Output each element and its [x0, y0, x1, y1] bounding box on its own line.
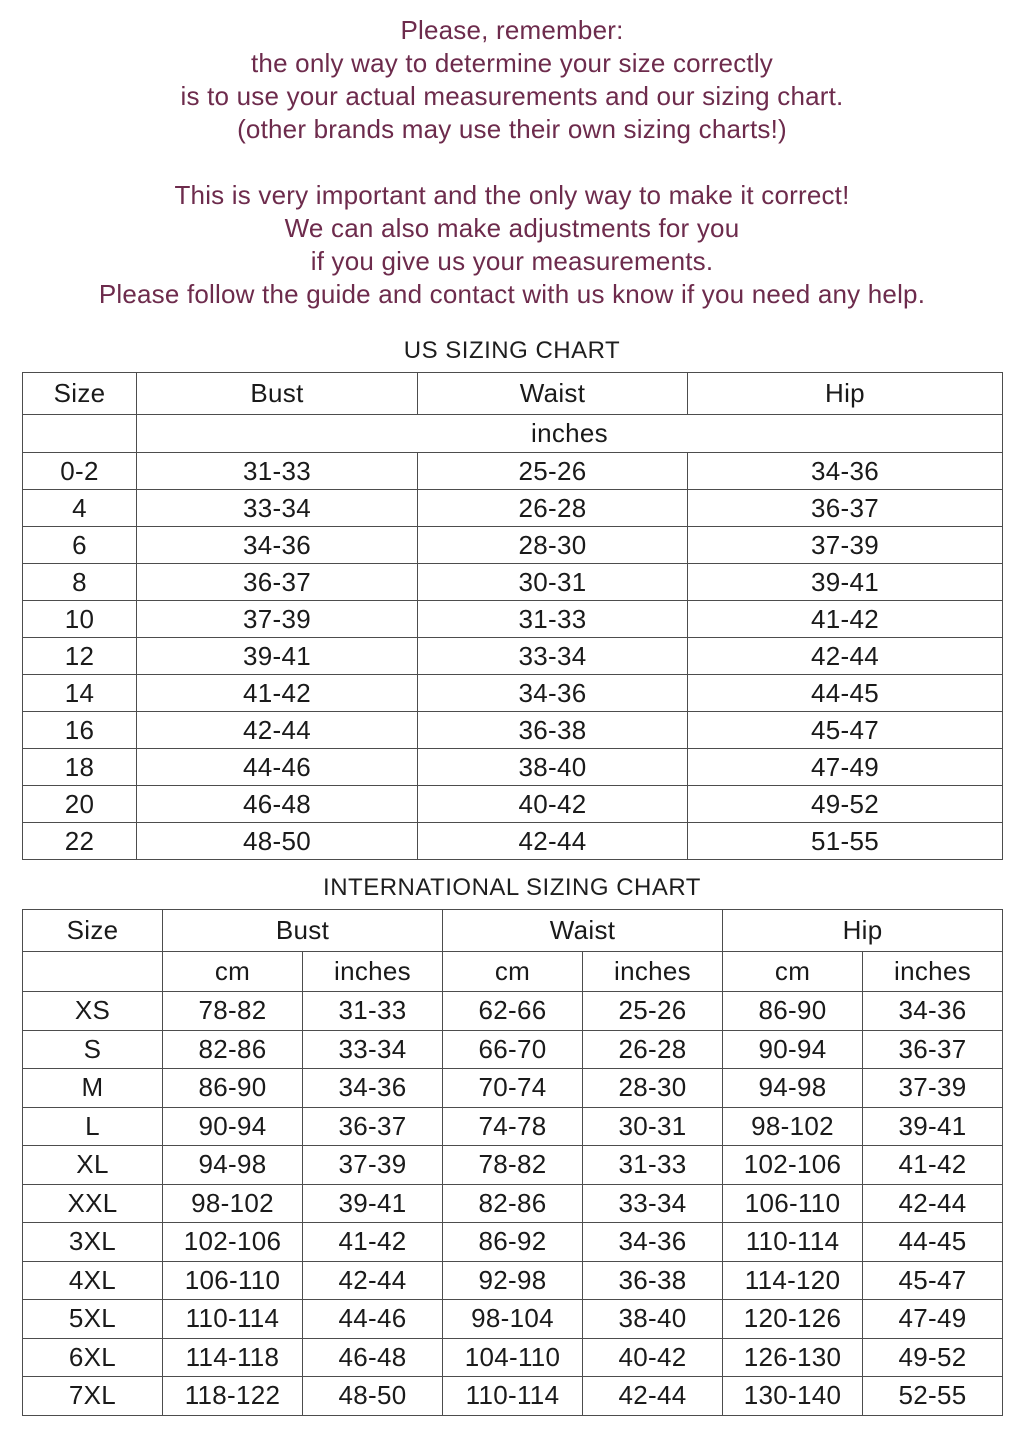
- intl-cell-hip-in: 36-37: [863, 1030, 1003, 1069]
- intl-cell-bust-in: 33-34: [303, 1030, 443, 1069]
- subheader-waist-cm: cm: [443, 952, 583, 992]
- us-cell-bust: 46-48: [137, 786, 418, 823]
- us-cell-waist: 42-44: [418, 823, 688, 860]
- intl-cell-bust-in: 46-48: [303, 1338, 443, 1377]
- table-row: [23, 1146, 1003, 1185]
- us-cell-hip: 39-41: [688, 564, 1003, 601]
- intl-cell-waist-in: 38-40: [583, 1300, 723, 1339]
- table-row: [23, 1223, 1003, 1262]
- table-row: [23, 712, 1003, 749]
- intl-cell-bust-cm: 102-106: [163, 1223, 303, 1262]
- intl-cell-bust-cm: 98-102: [163, 1184, 303, 1223]
- us-cell-hip: 49-52: [688, 786, 1003, 823]
- intl-sizing-table: [22, 909, 1003, 1416]
- intl-cell-waist-in: 33-34: [583, 1184, 723, 1223]
- intl-table-header-row: [23, 910, 1003, 952]
- intl-cell-bust-in: 36-37: [303, 1107, 443, 1146]
- intl-cell-waist-cm: 74-78: [443, 1107, 583, 1146]
- intl-cell-bust-in: 39-41: [303, 1184, 443, 1223]
- intl-cell-waist-in: 36-38: [583, 1261, 723, 1300]
- intl-cell-hip-in: 39-41: [863, 1107, 1003, 1146]
- intl-cell-bust-cm: 78-82: [163, 992, 303, 1031]
- column-header-size: Size: [23, 910, 163, 952]
- subheader-hip-cm: cm: [723, 952, 863, 992]
- us-cell-waist: 31-33: [418, 601, 688, 638]
- intl-cell-hip-in: 42-44: [863, 1184, 1003, 1223]
- intl-cell-bust-in: 44-46: [303, 1300, 443, 1339]
- us-cell-hip: 41-42: [688, 601, 1003, 638]
- us-cell-hip: 51-55: [688, 823, 1003, 860]
- us-cell-size: 4: [23, 490, 137, 527]
- table-row: [23, 1261, 1003, 1300]
- intl-cell-waist-in: 42-44: [583, 1377, 723, 1416]
- us-cell-waist: 40-42: [418, 786, 688, 823]
- intl-cell-size: L: [23, 1107, 163, 1146]
- us-chart-title: US SIZING CHART: [403, 337, 621, 364]
- us-cell-size: 12: [23, 638, 137, 675]
- intl-cell-hip-in: 45-47: [863, 1261, 1003, 1300]
- us-cell-size: 10: [23, 601, 137, 638]
- column-header-bust: Bust: [163, 910, 443, 952]
- intl-cell-bust-in: 48-50: [303, 1377, 443, 1416]
- us-cell-hip: 42-44: [688, 638, 1003, 675]
- intl-cell-hip-in: 34-36: [863, 992, 1003, 1031]
- us-cell-size: 14: [23, 675, 137, 712]
- intl-cell-waist-cm: 66-70: [443, 1030, 583, 1069]
- table-row: [23, 749, 1003, 786]
- intro-line: if you give us your measurements.: [310, 246, 714, 276]
- intro-paragraph-1: [0, 14, 1024, 146]
- intl-cell-waist-cm: 98-104: [443, 1300, 583, 1339]
- us-cell-bust: 33-34: [137, 490, 418, 527]
- intro-paragraph-2: [0, 179, 1024, 311]
- us-cell-bust: 48-50: [137, 823, 418, 860]
- intl-cell-hip-cm: 102-106: [723, 1146, 863, 1185]
- intl-cell-bust-cm: 82-86: [163, 1030, 303, 1069]
- column-header-waist: Waist: [443, 910, 723, 952]
- us-cell-bust: 41-42: [137, 675, 418, 712]
- us-cell-bust: 39-41: [137, 638, 418, 675]
- intl-cell-size: 5XL: [23, 1300, 163, 1339]
- intl-cell-waist-cm: 104-110: [443, 1338, 583, 1377]
- us-cell-size: 8: [23, 564, 137, 601]
- table-row: [23, 1338, 1003, 1377]
- us-cell-waist: 33-34: [418, 638, 688, 675]
- us-cell-size: 18: [23, 749, 137, 786]
- table-row: [23, 1107, 1003, 1146]
- intl-cell-size: XS: [23, 992, 163, 1031]
- intl-cell-size: XL: [23, 1146, 163, 1185]
- intl-cell-bust-in: 37-39: [303, 1146, 443, 1185]
- us-sizing-table: [22, 372, 1003, 860]
- intl-cell-waist-cm: 70-74: [443, 1069, 583, 1108]
- us-cell-bust: 31-33: [137, 453, 418, 490]
- us-cell-waist: 25-26: [418, 453, 688, 490]
- intro-line: We can also make adjustments for you: [284, 213, 740, 243]
- intl-cell-waist-cm: 92-98: [443, 1261, 583, 1300]
- intl-cell-waist-in: 30-31: [583, 1107, 723, 1146]
- intl-cell-bust-in: 41-42: [303, 1223, 443, 1262]
- table-row: [23, 823, 1003, 860]
- table-row: [23, 1184, 1003, 1223]
- intl-cell-waist-in: 31-33: [583, 1146, 723, 1185]
- table-row: [23, 1377, 1003, 1416]
- table-row: [23, 786, 1003, 823]
- column-header-size: Size: [23, 373, 137, 415]
- subheader-bust-cm: cm: [163, 952, 303, 992]
- column-header-hip: Hip: [723, 910, 1003, 952]
- table-row: [23, 992, 1003, 1031]
- us-cell-hip: 47-49: [688, 749, 1003, 786]
- intro-line: Please, remember:: [400, 15, 624, 45]
- us-cell-waist: 30-31: [418, 564, 688, 601]
- table-row: [23, 675, 1003, 712]
- us-cell-waist: 38-40: [418, 749, 688, 786]
- intl-chart-title: INTERNATIONAL SIZING CHART: [323, 874, 701, 901]
- column-header-hip: Hip: [688, 373, 1003, 415]
- intl-cell-bust-cm: 94-98: [163, 1146, 303, 1185]
- intl-cell-bust-cm: 114-118: [163, 1338, 303, 1377]
- intl-cell-hip-cm: 90-94: [723, 1030, 863, 1069]
- unit-label: inches: [137, 415, 1003, 453]
- intl-cell-bust-cm: 118-122: [163, 1377, 303, 1416]
- table-row: [23, 601, 1003, 638]
- table-row: [23, 1069, 1003, 1108]
- intl-cell-size: 3XL: [23, 1223, 163, 1262]
- intl-cell-hip-in: 49-52: [863, 1338, 1003, 1377]
- intro-text: [0, 14, 1024, 311]
- intl-cell-hip-in: 47-49: [863, 1300, 1003, 1339]
- us-cell-waist: 26-28: [418, 490, 688, 527]
- us-table-header-row: [23, 373, 1003, 415]
- us-cell-waist: 28-30: [418, 527, 688, 564]
- us-cell-waist: 34-36: [418, 675, 688, 712]
- intl-cell-waist-cm: 86-92: [443, 1223, 583, 1262]
- intl-cell-size: M: [23, 1069, 163, 1108]
- intl-cell-hip-cm: 130-140: [723, 1377, 863, 1416]
- intl-cell-waist-in: 40-42: [583, 1338, 723, 1377]
- intl-cell-waist-cm: 78-82: [443, 1146, 583, 1185]
- intro-line: the only way to determine your size correctly: [251, 48, 773, 78]
- us-cell-hip: 34-36: [688, 453, 1003, 490]
- table-row: [23, 638, 1003, 675]
- empty-cell: [23, 415, 137, 453]
- intl-cell-size: 7XL: [23, 1377, 163, 1416]
- intro-line: (other brands may use their own sizing charts!): [237, 114, 787, 144]
- subheader-waist-inches: inches: [583, 952, 723, 992]
- intro-line: This is very important and the only way to make it correct!: [174, 180, 850, 210]
- intl-cell-hip-cm: 120-126: [723, 1300, 863, 1339]
- intl-cell-waist-in: 26-28: [583, 1030, 723, 1069]
- intl-cell-waist-cm: 110-114: [443, 1377, 583, 1416]
- intl-cell-bust-cm: 106-110: [163, 1261, 303, 1300]
- intl-cell-hip-cm: 114-120: [723, 1261, 863, 1300]
- subheader-bust-inches: inches: [303, 952, 443, 992]
- intro-line: Please follow the guide and contact with us know if you need any help.: [98, 279, 926, 309]
- intl-cell-size: S: [23, 1030, 163, 1069]
- intl-cell-hip-cm: 106-110: [723, 1184, 863, 1223]
- table-row: [23, 453, 1003, 490]
- intl-cell-waist-in: 28-30: [583, 1069, 723, 1108]
- intl-cell-bust-in: 34-36: [303, 1069, 443, 1108]
- intl-cell-hip-cm: 98-102: [723, 1107, 863, 1146]
- us-cell-hip: 45-47: [688, 712, 1003, 749]
- intl-cell-bust-in: 42-44: [303, 1261, 443, 1300]
- intl-cell-bust-cm: 110-114: [163, 1300, 303, 1339]
- intl-cell-bust-in: 31-33: [303, 992, 443, 1031]
- intl-cell-waist-cm: 82-86: [443, 1184, 583, 1223]
- intl-cell-hip-in: 37-39: [863, 1069, 1003, 1108]
- us-cell-size: 20: [23, 786, 137, 823]
- intl-cell-size: 6XL: [23, 1338, 163, 1377]
- intl-cell-bust-cm: 90-94: [163, 1107, 303, 1146]
- us-table-unit-row: [23, 415, 1003, 453]
- intl-cell-size: XXL: [23, 1184, 163, 1223]
- intl-cell-hip-in: 41-42: [863, 1146, 1003, 1185]
- us-cell-size: 0-2: [23, 453, 137, 490]
- us-cell-bust: 37-39: [137, 601, 418, 638]
- intl-cell-waist-cm: 62-66: [443, 992, 583, 1031]
- intl-cell-hip-in: 44-45: [863, 1223, 1003, 1262]
- us-cell-size: 6: [23, 527, 137, 564]
- us-cell-bust: 42-44: [137, 712, 418, 749]
- us-cell-hip: 36-37: [688, 490, 1003, 527]
- intl-cell-bust-cm: 86-90: [163, 1069, 303, 1108]
- us-cell-bust: 34-36: [137, 527, 418, 564]
- intl-cell-size: 4XL: [23, 1261, 163, 1300]
- table-row: [23, 1030, 1003, 1069]
- us-cell-hip: 44-45: [688, 675, 1003, 712]
- intro-line: is to use your actual measurements and our sizing chart.: [180, 81, 844, 111]
- intl-cell-hip-cm: 86-90: [723, 992, 863, 1031]
- subheader-hip-inches: inches: [863, 952, 1003, 992]
- column-header-waist: Waist: [418, 373, 688, 415]
- column-header-bust: Bust: [137, 373, 418, 415]
- table-row: [23, 564, 1003, 601]
- table-row: [23, 490, 1003, 527]
- intl-cell-waist-in: 34-36: [583, 1223, 723, 1262]
- us-cell-bust: 44-46: [137, 749, 418, 786]
- us-cell-hip: 37-39: [688, 527, 1003, 564]
- intl-cell-hip-cm: 110-114: [723, 1223, 863, 1262]
- intl-cell-hip-cm: 126-130: [723, 1338, 863, 1377]
- intl-cell-waist-in: 25-26: [583, 992, 723, 1031]
- empty-cell: [23, 952, 163, 992]
- intl-cell-hip-cm: 94-98: [723, 1069, 863, 1108]
- us-cell-waist: 36-38: [418, 712, 688, 749]
- us-cell-size: 22: [23, 823, 137, 860]
- us-cell-size: 16: [23, 712, 137, 749]
- us-cell-bust: 36-37: [137, 564, 418, 601]
- table-row: [23, 1300, 1003, 1339]
- table-row: [23, 527, 1003, 564]
- intl-table-unit-row: [23, 952, 1003, 992]
- intl-cell-hip-in: 52-55: [863, 1377, 1003, 1416]
